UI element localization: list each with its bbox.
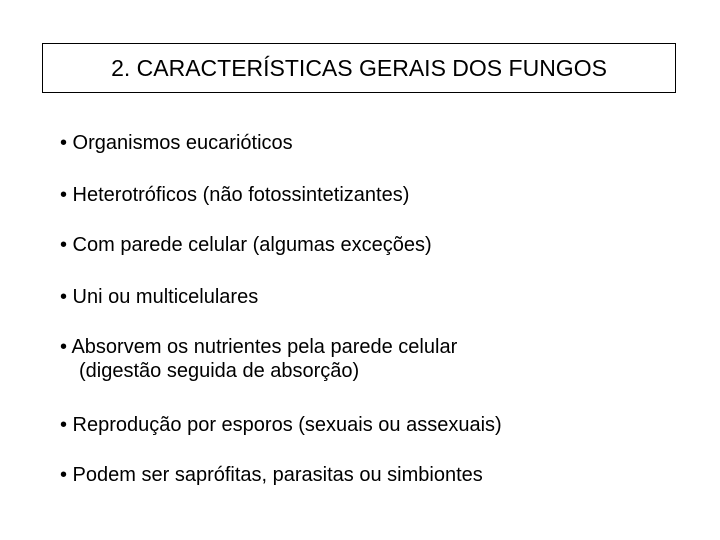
- list-item-text: • Reprodução por esporos (sexuais ou assexuais): [60, 414, 502, 436]
- list-item-continuation: (digestão seguida de absorção): [79, 360, 360, 382]
- page-title: 2. CARACTERÍSTICAS GERAIS DOS FUNGOS: [111, 54, 607, 81]
- list-item: [60, 335, 457, 383]
- list-item-text: • Podem ser saprófitas, parasitas ou simbiontes: [60, 464, 483, 486]
- list-item: [60, 183, 409, 207]
- list-item: [60, 463, 483, 487]
- list-item-text: • Organismos eucarióticos: [60, 132, 293, 154]
- list-item: [60, 285, 258, 309]
- list-item-text: • Uni ou multicelulares: [60, 286, 259, 308]
- list-item-text: • Absorvem os nutrientes pela parede celular: [60, 336, 458, 358]
- list-item-text: • Com parede celular (algumas exceções): [60, 234, 432, 256]
- list-item: [60, 413, 502, 437]
- list-item: [60, 233, 432, 257]
- list-item: [60, 131, 293, 155]
- list-item-text: • Heterotróficos (não fotossintetizantes): [60, 184, 410, 206]
